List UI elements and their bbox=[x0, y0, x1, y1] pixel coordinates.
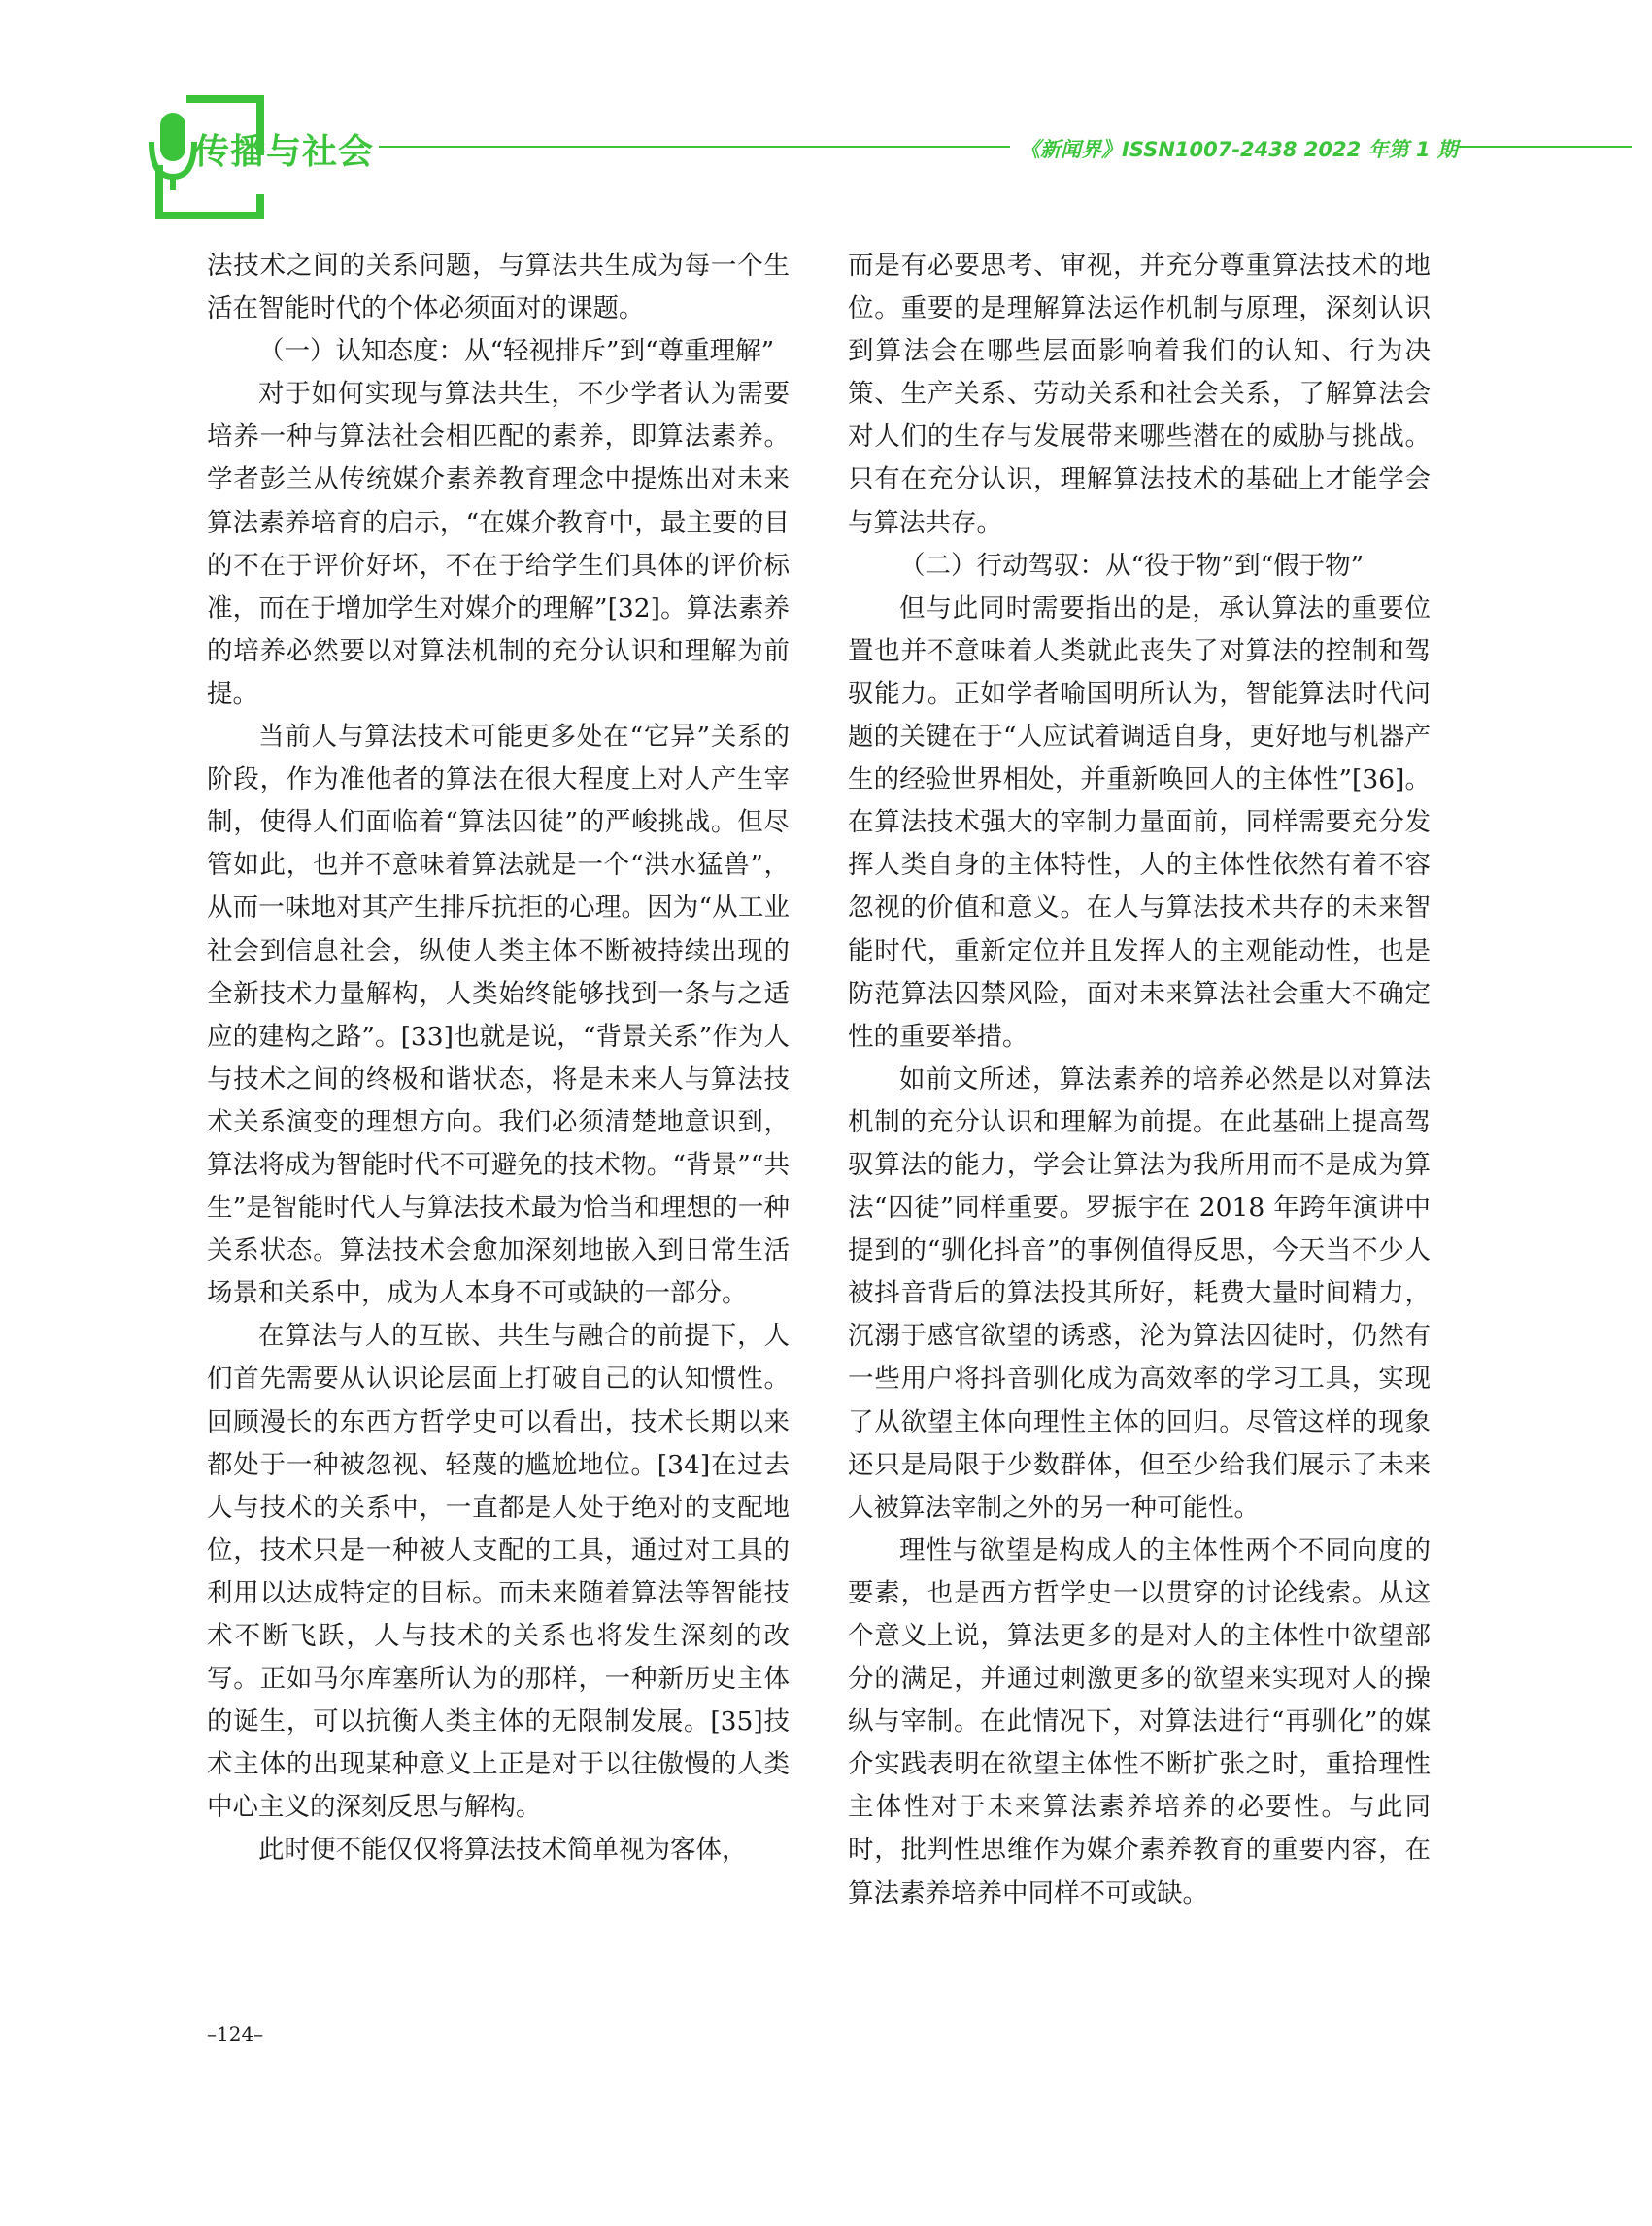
body-paragraph: 理性与欲望是构成人的主体性两个不同向度的要素，也是西方哲学史一以贯穿的讨论线索。从这个意义上说，算法更多的是对人的主体性中欲望部分的满足，并通过刺激更多的欲望来实现对人的操纵与宰制。在此情况下，对算法进行“再驯化”的媒介实践表明在欲望主体性不断扩张之时，重拾理性主体性对于未来算法素养培养的必要性。与此同时，批判性思维作为媒介素养教育的重要内容，在算法素养培养中同样不可或缺。 bbox=[848, 1535, 1431, 1908]
journal-title: 《新闻界》ISSN1007-2438 2022 年第 1 期 bbox=[1010, 134, 1457, 163]
body-paragraph: 但与此同时需要指出的是，承认算法的重要位置也并不意味着人类就此丧失了对算法的控制和驾驭能力。正如学者喻国明所认为，智能算法时代问题的关键在于“人应试着调适自身，更好地与机器产生的经验世界相处，并重新唤回人的主体性”[36]。在算法技术强大的宰制力量面前，同样需要充分发挥人类自身的主体特性，人的主体性依然有着不容忽视的价值和意义。在人与算法技术共存的未来智能时代，重新定位并且发挥人的主观能动性，也是防范算法囚禁风险，面对未来算法社会重大不确定性的重要举措。 bbox=[848, 592, 1431, 1052]
body-paragraph: 当前人与算法技术可能更多处在“它异”关系的阶段，作为准他者的算法在很大程度上对人产生宰制，使得人们面临着“算法囚徒”的严峻挑战。但尽管如此，也并不意味着算法就是一个“洪水猛兽”，从而一味地对其产生排斥抗拒的心理。因为“从工业社会到信息社会，纵使人类主体不断被持续出现的全新技术力量解构，人类始终能够找到一条与之适应的建构之路”。[33]也就是说，“背景关系”作为人与技术之间的终极和谐状态，将是未来人与算法技术关系演变的理想方向。我们必须清楚地意识到，算法将成为智能时代不可避免的技术物。“背景”“共生”是智能时代人与算法技术最为恰当和理想的一种关系状态。算法技术会愈加深刻地嵌入到日常生活场景和关系中，成为人本身不可或缺的一部分。 bbox=[207, 722, 790, 1309]
body-paragraph: 而是有必要思考、审视，并充分尊重算法技术的地位。重要的是理解算法运作机制与原理，深刻认识到算法会在哪些层面影响着我们的认知、行为决策、生产关系、劳动关系和社会关系，了解算法会对人们的生存与发展带来哪些潜在的威胁与挑战。只有在充分认识，理解算法技术的基础上才能学会与算法共存。 bbox=[848, 251, 1431, 538]
right-column bbox=[848, 245, 1431, 1915]
page-header bbox=[0, 0, 1652, 253]
body-paragraph: 法技术之间的关系问题，与算法共生成为每一个生活在智能时代的个体必须面对的课题。 bbox=[207, 251, 790, 324]
section-subheading: （一）认知态度：从“轻视排斥”到“尊重理解” bbox=[258, 336, 775, 367]
section-title: 传播与社会 bbox=[194, 132, 375, 172]
body-paragraph: 在算法与人的互嵌、共生与融合的前提下，人们首先需要从认识论层面上打破自己的认知惯性。回顾漫长的东西方哲学史可以看出，技术长期以来都处于一种被忽视、轻蔑的尴尬地位。[34]在过去人与技术的关系中，一直都是人处于绝对的支配地位，技术只是一种被人支配的工具，通过对工具的利用以达成特定的目标。而未来随着算法等智能技术不断飞跃，人与技术的关系也将发生深刻的改写。正如马尔库塞所认为的那样，一种新历史主体的诞生，可以抗衡人类主体的无限制发展。[35]技术主体的出现某种意义上正是对于以往傲慢的人类中心主义的深刻反思与解构。 bbox=[207, 1321, 790, 1823]
body-paragraph: 此时便不能仅仅将算法技术简单视为客体， bbox=[258, 1835, 748, 1866]
body-paragraph: 对于如何实现与算法共生，不少学者认为需要培养一种与算法社会相匹配的素养，即算法素养。学者彭兰从传统媒介素养教育理念中提炼出对未来算法素养培育的启示，“在媒介教育中，最主要的目的不在于评价好坏，不在于给学生们具体的评价标准，而在于增加学生对媒介的理解”[32]。算法素养的培养必然要以对算法机制的充分认识和理解为前提。 bbox=[207, 379, 790, 709]
body-paragraph: 如前文所述，算法素养的培养必然是以对算法机制的充分认识和理解为前提。在此基础上提高驾驭算法的能力，学会让算法为我所用而不是成为算法“囚徒”同样重要。罗振宇在 2018 年跨年演讲中提到的“驯化抖音”的事例值得反思，今天当不少人被抖音背后的算法投其所好，耗费大量时间精力，沉溺于感官欲望的诱惑，沦为算法囚徒时，仍然有一些用户将抖音驯化成为高效率的学习工具，实现了从欲望主体向理性主体的回归。尽管这样的现象还只是局限于少数群体，但至少给我们展示了未来人被算法宰制之外的另一种可能性。 bbox=[848, 1063, 1431, 1523]
section-subheading: （二）行动驾驭：从“役于物”到“假于物” bbox=[899, 550, 1365, 581]
page-number: –124– bbox=[207, 2022, 264, 2045]
left-column bbox=[207, 245, 790, 1872]
